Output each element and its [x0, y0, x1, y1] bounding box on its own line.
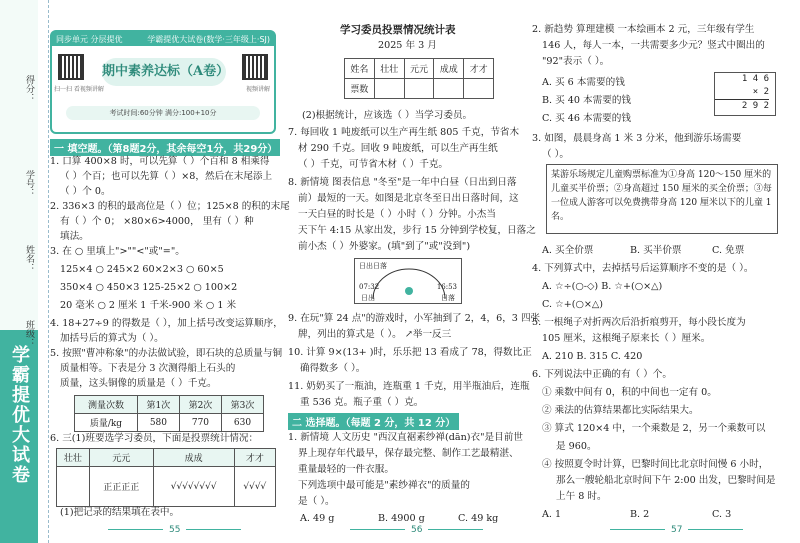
q-line: (1)把记录的结果填在表中。	[60, 507, 180, 518]
q-line: 质量相等。下表是分 3 次测得船上石头的	[60, 363, 236, 374]
q-line: 146 人，每人一本，一共需要多少元？竖式中圈出的	[542, 40, 765, 51]
table-header: 成成	[434, 59, 464, 79]
q-line: 1. 口算 400×8 时，可以先算（ ）个百和 8 相乘得	[50, 156, 270, 167]
q-line: 前小杰（ ）外婆家。(填"到了"或"没到")	[298, 241, 471, 252]
exam-time-score: 考试时间:60分钟 满分:100+10分	[66, 106, 260, 120]
table-header: 才才	[234, 449, 275, 467]
sunset-time: 16:53	[436, 283, 457, 291]
vertical-calculation	[714, 72, 776, 116]
weight-table	[74, 395, 264, 432]
q-line: (2)根据统计，应该选（ ）当学习委员。	[302, 110, 473, 121]
q-line: 重 536 克。瓶子重（ ）克。	[300, 397, 424, 408]
student-id-label: 学号：	[24, 170, 34, 197]
q-line: "92"表示（ ）。	[542, 56, 610, 67]
q-line: ④ 按照夏令时计算，巴黎时间比北京时间慢 6 小时，	[542, 459, 769, 470]
vote-tally-table	[56, 448, 276, 507]
table-cell: 770	[179, 414, 221, 432]
q-line: 确得数多（ ）。	[300, 363, 366, 374]
q-line: 5. 按照"曹冲称象"的办法做试验，即石块的总质量与铜	[50, 348, 283, 359]
q-line: 加括号后的算式为（ ）。	[60, 333, 164, 344]
table-header: 第3次	[221, 396, 263, 414]
option-b[interactable]: B. 2	[630, 509, 650, 520]
q-line: 4. 18+27÷9 的得数是（ ），加上括号改变运算顺序，	[50, 318, 283, 329]
q-line: （ ）。	[542, 149, 570, 160]
table-cell: 630	[221, 414, 263, 432]
table-header: 壮壮	[374, 59, 404, 79]
q-line: 5. 一根绳子对折两次后沿折痕剪开，每小段长度为	[532, 317, 746, 328]
q-line: ② 乘法的估算结果都比实际结果大。	[542, 405, 699, 416]
qr-right-caption: 视频讲解	[245, 86, 270, 93]
table-cell: 580	[137, 414, 179, 432]
compare-row: 350×4 ○ 450×3 125-25×2 ○ 100×2	[60, 282, 238, 293]
table-header: 测量次数	[75, 396, 138, 414]
q-line: 3. 如图，晨晨身高 1 米 3 分米，他到游乐场需要	[532, 133, 742, 144]
q-line: 2. 336×3 的积的最高位是（ ）位；125×8 的积的末尾	[50, 201, 290, 212]
q-line: 上午 8 时。	[556, 491, 607, 502]
sunrise-sunset-diagram	[354, 258, 462, 304]
option-c[interactable]: C. 49 kg	[458, 513, 499, 524]
table-cell: √√√√	[234, 467, 275, 507]
section-multiple-choice: 二 选择题。（每题 2 分，共 12 分）	[288, 413, 459, 430]
table-cell: √√√√√√√√	[153, 467, 234, 507]
spine-title: 学霸提优大试卷	[9, 345, 30, 485]
page-57	[532, 0, 796, 543]
q-line: （ ）千克，可节省木材（ ）千克。	[298, 159, 449, 170]
page-55	[50, 0, 290, 543]
table-header: 成成	[153, 449, 234, 467]
table-cell[interactable]	[404, 79, 434, 99]
q-line: 有（ ）个 0； ×80×6>4000， 里有（ ）种	[60, 216, 254, 227]
page-number: 56	[344, 525, 489, 535]
table-title: 学习委员投票情况统计表	[340, 24, 456, 36]
option-a[interactable]: A. 49 g	[300, 513, 335, 524]
q-line: 填法。	[60, 231, 89, 242]
option-b[interactable]: B. 买 40 本需要的钱	[542, 95, 632, 106]
q-line: 6. 三(1)班要选学习委员，下面是投票统计情况：	[50, 433, 259, 444]
sunrise-time: 07:32	[359, 283, 380, 291]
option-b[interactable]: B. 4900 g	[378, 513, 425, 524]
table-row-label: 票数	[345, 79, 375, 99]
page-number: 57	[604, 525, 749, 535]
page-number: 55	[102, 525, 247, 535]
q-line: 重量最轻的一件衣服。	[298, 464, 394, 475]
header-right-tag: 学霸提优大试卷(数学·三年级上·SJ)	[147, 34, 270, 44]
q-line: （ ）个百；也可以先算（ ）×8，然后在末尾添上	[60, 171, 273, 182]
score-label: 得分：	[24, 75, 34, 102]
table-cell: 正正正正	[89, 467, 153, 507]
q-line: ③ 算式 120×4 中，一个乘数是 2，另一个乘数可以	[542, 423, 766, 434]
option-c[interactable]: C. 免票	[712, 245, 745, 256]
table-cell[interactable]	[464, 79, 494, 99]
table-cell[interactable]	[434, 79, 464, 99]
qr-left-caption: 扫一扫 看视频讲解	[54, 86, 104, 93]
option-c[interactable]: C. 3	[712, 509, 732, 520]
q-line: 天下午 4:15 从家出发，步行 15 分钟到学校复，日落之	[298, 225, 536, 236]
q-line: （ ）个 0。	[60, 186, 111, 197]
table-date: 2025 年 3 月	[378, 40, 437, 51]
q-line: 8. 新情境 图表信息 "冬至"是一年中白昼（日出到日落	[288, 177, 517, 188]
q-line: 前）最短的一天。如图是北京冬至日出日落时间，这	[298, 193, 519, 204]
sunset-caption: 日落	[441, 294, 455, 302]
q-line: ① 乘数中间有 0，积的中间也一定有 0。	[542, 387, 717, 398]
q-line: 是（ ）。	[298, 496, 335, 507]
table-cell	[57, 467, 90, 507]
table-header: 第2次	[179, 396, 221, 414]
ticket-rules-notice: 某游乐场规定儿童购票标准为①身高 120～150 厘米的儿童买半价票；②身高超过 150 厘米的买全价票；③每一位成人游客可以免费携带身高 120 厘米以下的儿童 1 名。	[546, 164, 778, 234]
vote-summary-table	[344, 58, 494, 99]
q-line: 6. 下列说法中正确的有（ ）个。	[532, 369, 672, 380]
fold-line	[48, 0, 49, 543]
sunrise-caption: 日出	[361, 294, 375, 302]
name-label: 姓名：	[24, 245, 34, 272]
q-line: 4. 下列算式中，去掉括号后运算顺序不变的是（ ）。	[532, 263, 754, 274]
q-line: 材 290 千克。回收 9 吨废纸，可以生产再生纸	[298, 143, 498, 154]
table-header: 元元	[89, 449, 153, 467]
option-row[interactable]: A. ☆÷(○-◇) B. ☆+(○×△)	[542, 281, 663, 292]
q-line: 1. 新情境 人文历史 "西汉直裾素纱禅(dān)衣"是目前世	[288, 432, 523, 443]
table-header: 元元	[404, 59, 434, 79]
table-header: 姓名	[345, 59, 375, 79]
q-line: 10. 计算 9×(13+ )时，乐乐把 13 看成了 78，得数比正	[288, 347, 532, 358]
q-line: 一天白昼的时长是（ ）小时（ ）分钟。小杰当	[298, 209, 496, 220]
vertical-line: 1 4 6	[741, 74, 769, 84]
option-a[interactable]: A. 买全价票	[542, 245, 594, 256]
q-line: 那么一艘轮船北京时间下午 2:00 出发，巴黎时间是	[556, 475, 776, 486]
vertical-line: × 2	[715, 86, 769, 100]
page-56	[288, 0, 541, 543]
q-line: 界上现存年代最早，保存最完整、制作工艺最精湛、	[298, 448, 519, 459]
q-line: 9. 在玩"算 24 点"的游戏时，小军抽到了 2，4，6，3 四张	[288, 313, 541, 324]
class-label: 班级：	[24, 320, 34, 347]
q-line: 7. 每回收 1 吨废纸可以生产再生纸 805 千克，节省木	[288, 127, 520, 138]
sun-label: 日出日落	[359, 262, 387, 270]
q-line: 是 960。	[556, 441, 597, 452]
compare-row: 125×4 ○ 245×2 60×2×3 ○ 60×5	[60, 264, 224, 275]
table-header: 第1次	[137, 396, 179, 414]
compare-row: 20 毫米 ○ 2 厘米 1 千米-900 米 ○ 1 米	[60, 300, 237, 311]
table-cell[interactable]	[374, 79, 404, 99]
option-c[interactable]: C. 买 46 本需要的钱	[542, 113, 631, 124]
q-line: 105 厘米，这根绳子原来长（ ）厘米。	[542, 333, 711, 344]
option-row[interactable]: A. 210 B. 315 C. 420	[542, 351, 643, 362]
exam-title: 期中素养达标（A卷）	[102, 58, 226, 86]
section-fill-blanks: 一 填空题。（第8题2分，其余每空1分，共29分）	[50, 139, 280, 156]
vertical-line: 2 9 2	[741, 101, 769, 111]
option-a[interactable]: A. 买 6 本需要的钱	[542, 77, 625, 88]
table-header: 壮壮	[57, 449, 90, 467]
q-line: 11. 奶奶买了一瓶油，连瓶重 1 千克，用半瓶油后，连瓶	[288, 381, 530, 392]
option-row[interactable]: C. ☆+(○×△)	[542, 299, 604, 310]
q-line: 2. 新趋势 算理建模 一本绘画本 2 元，三年级有学生	[532, 24, 755, 35]
q-line: 牌，列出的算式是（ ）。 ↗举一反三	[298, 329, 452, 340]
option-a[interactable]: A. 1	[542, 509, 562, 520]
table-row-label: 质量/kg	[75, 414, 138, 432]
q-line: 3. 在 ○ 里填上">""<"或"="。	[50, 246, 185, 257]
option-b[interactable]: B. 买半价票	[630, 245, 682, 256]
table-header: 才才	[464, 59, 494, 79]
q-line: 质量，这头铜像的质量是（ ）千克。	[60, 378, 217, 389]
header-left-tag: 同步单元 分层提优	[56, 34, 123, 44]
q-line: 下列选项中最可能是"素纱禅衣"的质量的	[298, 480, 470, 491]
